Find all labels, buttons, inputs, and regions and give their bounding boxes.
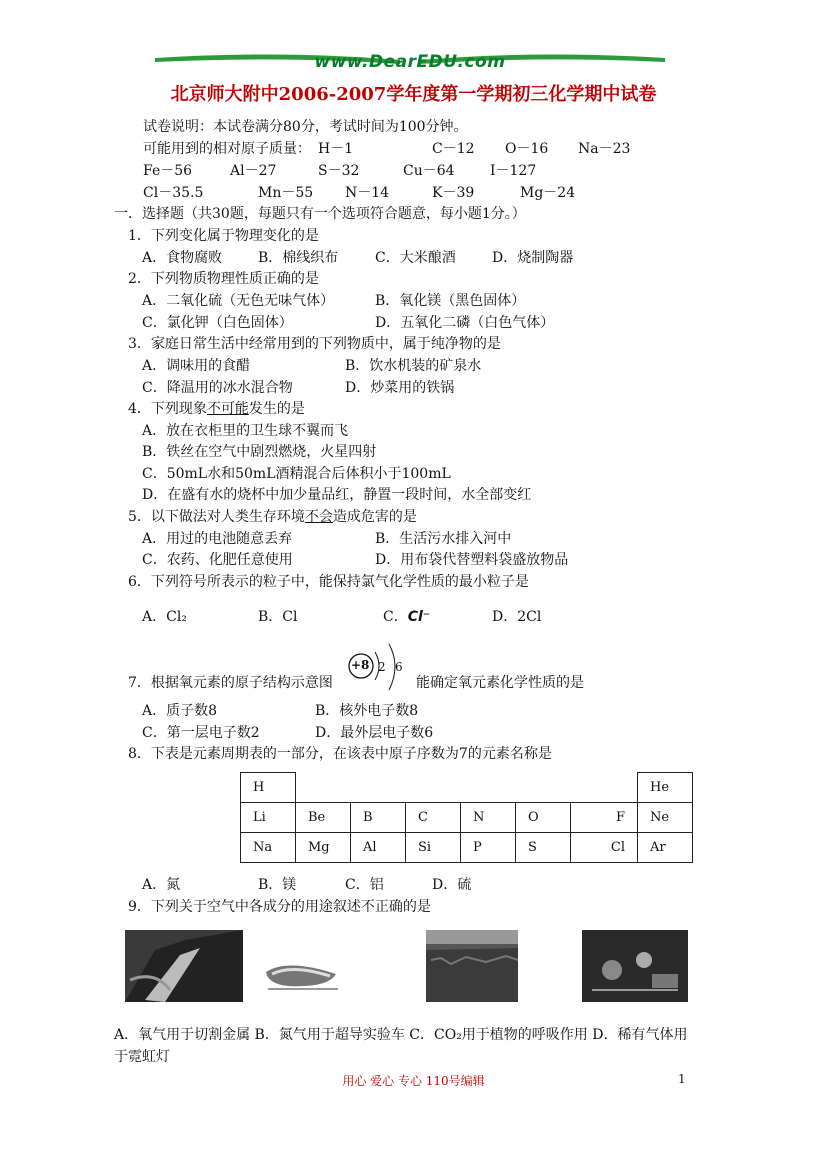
- shell2-electrons: 6: [395, 660, 403, 674]
- option-d: D．炒菜用的铁锅: [345, 380, 455, 396]
- element-cell: Li: [241, 803, 296, 833]
- option-c: C．50mL水和50mL酒精混合后体积小于100mL: [142, 466, 451, 482]
- option-a: A．放在衣柜里的卫生球不翼而飞: [142, 423, 349, 439]
- option-c: C．大米酿酒: [375, 250, 456, 266]
- plants-photo: [426, 930, 518, 1002]
- element-cell: He: [638, 773, 693, 803]
- question-stem: [128, 506, 417, 526]
- question-stem: 7．根据氧元素的原子结构示意图: [128, 675, 333, 691]
- option-b: B．棉线织布: [258, 250, 339, 266]
- option-label: C．: [383, 609, 408, 625]
- option-b: B．生活污水排入河中: [375, 531, 512, 547]
- element-cell: Cl: [571, 833, 638, 863]
- question-stem: 3．家庭日常生活中经常用到的下列物质中，属于纯净物的是: [128, 336, 501, 352]
- option-a: A．氮: [142, 877, 181, 893]
- question-stem: [128, 398, 305, 418]
- element-cell: Na: [241, 833, 296, 863]
- empty-cell: [296, 773, 638, 803]
- metal-cutting-image: [125, 930, 243, 1002]
- option-b: B．饮水机装的矿泉水: [345, 358, 482, 374]
- stem-text: 造成危害的是: [332, 509, 417, 525]
- atomic-mass: K－39: [432, 185, 475, 201]
- option-d: D．最外层电子数6: [315, 725, 434, 741]
- footer-text: 用心 爱心 专心 110号编辑: [342, 1074, 485, 1088]
- option-c: C．第一层电子数2: [142, 725, 260, 741]
- atomic-mass-label: 可能用到的相对原子质量：: [143, 141, 311, 157]
- option-c: C．降温用的冰水混合物: [142, 380, 293, 396]
- question-stem-end: 能确定氧元素化学性质的是: [416, 675, 584, 691]
- atomic-mass: S－32: [318, 163, 360, 179]
- page-title: 北京师大附中2006-2007学年度第一学期初三化学期中试卷: [170, 84, 657, 105]
- logo-text: www.DearEDU.com: [314, 52, 506, 72]
- option-d: D．烧制陶器: [492, 250, 574, 266]
- element-cell: F: [571, 803, 638, 833]
- element-cell: B: [351, 803, 406, 833]
- element-cell: Be: [296, 803, 351, 833]
- option-b: B．Cl: [258, 609, 298, 625]
- maglev-train-image: [258, 930, 346, 1002]
- atomic-mass: Cl－35.5: [143, 185, 204, 201]
- question-stem: 9．下列关于空气中各成分的用途叙述不正确的是: [128, 899, 431, 915]
- site-logo: [150, 48, 670, 78]
- option-d: D．五氧化二磷（白色气体）: [375, 315, 555, 331]
- stem-emphasis: 不可能: [206, 401, 249, 417]
- table-row: [241, 803, 693, 833]
- section-heading: 一．选择题（共30题，每题只有一个选项符合题意，每小题1分。）: [114, 206, 526, 222]
- question-stem: 1．下列变化属于物理变化的是: [128, 228, 319, 244]
- q9-answer-line: 于霓虹灯: [114, 1049, 170, 1065]
- neon-lights-photo: [582, 930, 688, 1002]
- option-b: B．核外电子数8: [315, 703, 419, 719]
- metal-cutting-photo: [125, 930, 243, 1002]
- stem-text: 发生的是: [248, 401, 305, 417]
- stem-emphasis: 不会: [304, 509, 333, 525]
- atomic-mass: Na－23: [578, 141, 631, 157]
- question-stem: 6．下列符号所表示的粒子中，能保持氯气化学性质的最小粒子是: [128, 574, 529, 590]
- neon-lights-image: [582, 930, 688, 1002]
- atomic-mass: C－12: [432, 141, 475, 157]
- option-d: D．用布袋代替塑料袋盛放物品: [375, 552, 569, 568]
- atomic-mass: Cu－64: [403, 163, 455, 179]
- q9-answer-line: A．氧气用于切割金属 B．氮气用于超导实验车 C．CO₂用于植物的呼吸作用 D．稀有气体用: [114, 1027, 688, 1043]
- exam-note: 试卷说明：本试卷满分80分，考试时间为100分钟。: [143, 119, 468, 135]
- atomic-mass: O－16: [505, 141, 549, 157]
- atomic-mass: Mg－24: [520, 185, 576, 201]
- plants-image: [426, 930, 518, 1002]
- option-b: B．铁丝在空气中剧烈燃烧，火星四射: [142, 444, 377, 460]
- table-row: [241, 833, 693, 863]
- stem-text: 4．下列现象: [128, 401, 207, 417]
- element-cell: N: [461, 803, 516, 833]
- option-d: D．在盛有水的烧杯中加少量品红，静置一段时间，水全部变红: [142, 487, 532, 503]
- question-stem: 8．下表是元素周期表的一部分，在该表中原子序数为7的元素名称是: [128, 746, 552, 762]
- periodic-table: [240, 772, 693, 863]
- stem-text: 5．以下做法对人类生存环境: [128, 509, 305, 525]
- question-stem: 2．下列物质物理性质正确的是: [128, 271, 319, 287]
- option-a: A．Cl₂: [142, 609, 187, 625]
- atomic-mass: Fe－56: [143, 163, 193, 179]
- atomic-mass: Al－27: [230, 163, 277, 179]
- element-cell: P: [461, 833, 516, 863]
- option-a: A．质子数8: [142, 703, 218, 719]
- option-a: A．二氧化硫（无色无味气体）: [142, 293, 335, 309]
- element-cell: C: [406, 803, 461, 833]
- oxygen-atom-diagram: [345, 640, 413, 696]
- option-a: A．食物腐败: [142, 250, 223, 266]
- option-c: C．农药、化肥任意使用: [142, 552, 293, 568]
- maglev-train-photo: [258, 930, 346, 1002]
- page-number: 1: [678, 1072, 686, 1086]
- atomic-mass: I－127: [490, 163, 537, 179]
- atomic-mass: H－1: [318, 141, 354, 157]
- element-cell: S: [516, 833, 571, 863]
- option-c: C．铝: [345, 877, 384, 893]
- option-b: B．镁: [258, 877, 297, 893]
- atomic-mass: Mn－55: [258, 185, 314, 201]
- table-row: [241, 773, 693, 803]
- element-cell: Ar: [638, 833, 693, 863]
- element-cell: Ne: [638, 803, 693, 833]
- chloride-ion: Cl⁻: [407, 609, 431, 625]
- element-cell: Mg: [296, 833, 351, 863]
- option-a: A．用过的电池随意丢弃: [142, 531, 293, 547]
- shell1-electrons: 2: [378, 660, 386, 674]
- element-cell: O: [516, 803, 571, 833]
- element-cell: Al: [351, 833, 406, 863]
- option-c: [383, 606, 430, 626]
- element-cell: H: [241, 773, 296, 803]
- option-a: A．调味用的食醋: [142, 358, 251, 374]
- option-c: C．氯化钾（白色固体）: [142, 315, 293, 331]
- atomic-mass: N－14: [345, 185, 390, 201]
- element-cell: Si: [406, 833, 461, 863]
- option-d: D．2Cl: [492, 609, 542, 625]
- nucleus-charge: +8: [351, 658, 370, 672]
- option-d: D．硫: [432, 877, 472, 893]
- option-b: B．氧化镁（黑色固体）: [375, 293, 526, 309]
